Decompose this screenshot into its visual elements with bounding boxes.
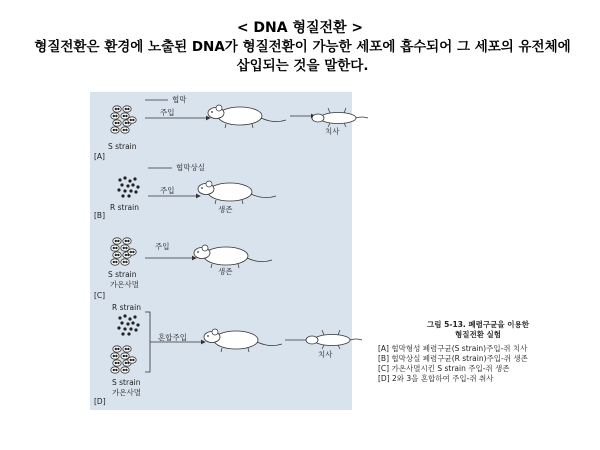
figure-caption xyxy=(378,320,578,384)
r-strain-cells-d xyxy=(117,314,139,335)
label-a-outcome: 치사 xyxy=(325,127,340,136)
mouse-c xyxy=(194,245,272,268)
caption-item: [C] 가온사멸시킨 S strain 주입-쥐 생존 xyxy=(378,364,510,373)
s-strain-cells-c xyxy=(111,238,136,265)
slide-title: < DNA 형질전환 > xyxy=(236,20,364,36)
caption-item: [A] 협막형성 폐렴구균(S strain)주입-쥐 치사 xyxy=(378,344,528,353)
label-a-panel: [A] xyxy=(94,152,105,161)
label-b-material: 협막상실 xyxy=(176,163,205,172)
dead-mouse-d xyxy=(306,330,362,349)
label-b-strain: R strain xyxy=(110,203,139,212)
mouse-b xyxy=(198,181,276,204)
caption-item: [B] 협막상실 폐렴구균(R strain)주입-쥐 생존 xyxy=(378,354,528,363)
label-b-action: 주입 xyxy=(160,186,175,195)
mouse-a xyxy=(208,105,286,128)
label-c-outcome: 생존 xyxy=(218,267,233,276)
label-b-panel: [B] xyxy=(94,211,105,220)
dead-mouse-a xyxy=(312,108,368,127)
caption-title-line1: 그림 5-13. 폐렴구균을 이용한 xyxy=(427,320,529,329)
label-a-action: 주입 xyxy=(160,108,175,117)
s-strain-cells-a xyxy=(111,106,136,133)
label-b-outcome: 생존 xyxy=(218,205,233,214)
mouse-d xyxy=(204,329,282,352)
label-d-action: 혼합주입 xyxy=(158,333,187,342)
r-strain-cells-b xyxy=(117,176,139,197)
label-d-strain-bottom: S strain xyxy=(112,378,141,387)
label-c-panel: [C] xyxy=(94,291,106,300)
label-c-strain: S strain xyxy=(108,270,137,279)
label-d-panel: [D] xyxy=(94,397,106,406)
caption-title-line2: 형질전환 실험 xyxy=(454,330,502,339)
label-a-strain: S strain xyxy=(108,142,137,151)
label-c-action: 주입 xyxy=(155,242,170,251)
s-strain-cells-d xyxy=(111,346,136,373)
caption-item: [D] 2와 3을 혼합하여 주입-쥐 취사 xyxy=(378,374,494,383)
label-d-outcome: 치사 xyxy=(318,350,333,359)
label-a-material: 협막 xyxy=(172,95,187,104)
bracket-d xyxy=(145,312,150,372)
label-d-treatment: 가온사멸 xyxy=(112,388,141,397)
slide-lead-text: 형질전환은 환경에 노출된 DNA가 형질전환이 가능한 세포에 흡수되어 그 세포의 유전체에 삽입되는 것을 말한다. xyxy=(34,39,571,74)
label-c-treatment: 가온사멸 xyxy=(110,280,139,289)
label-d-strain-top: R strain xyxy=(112,303,141,312)
